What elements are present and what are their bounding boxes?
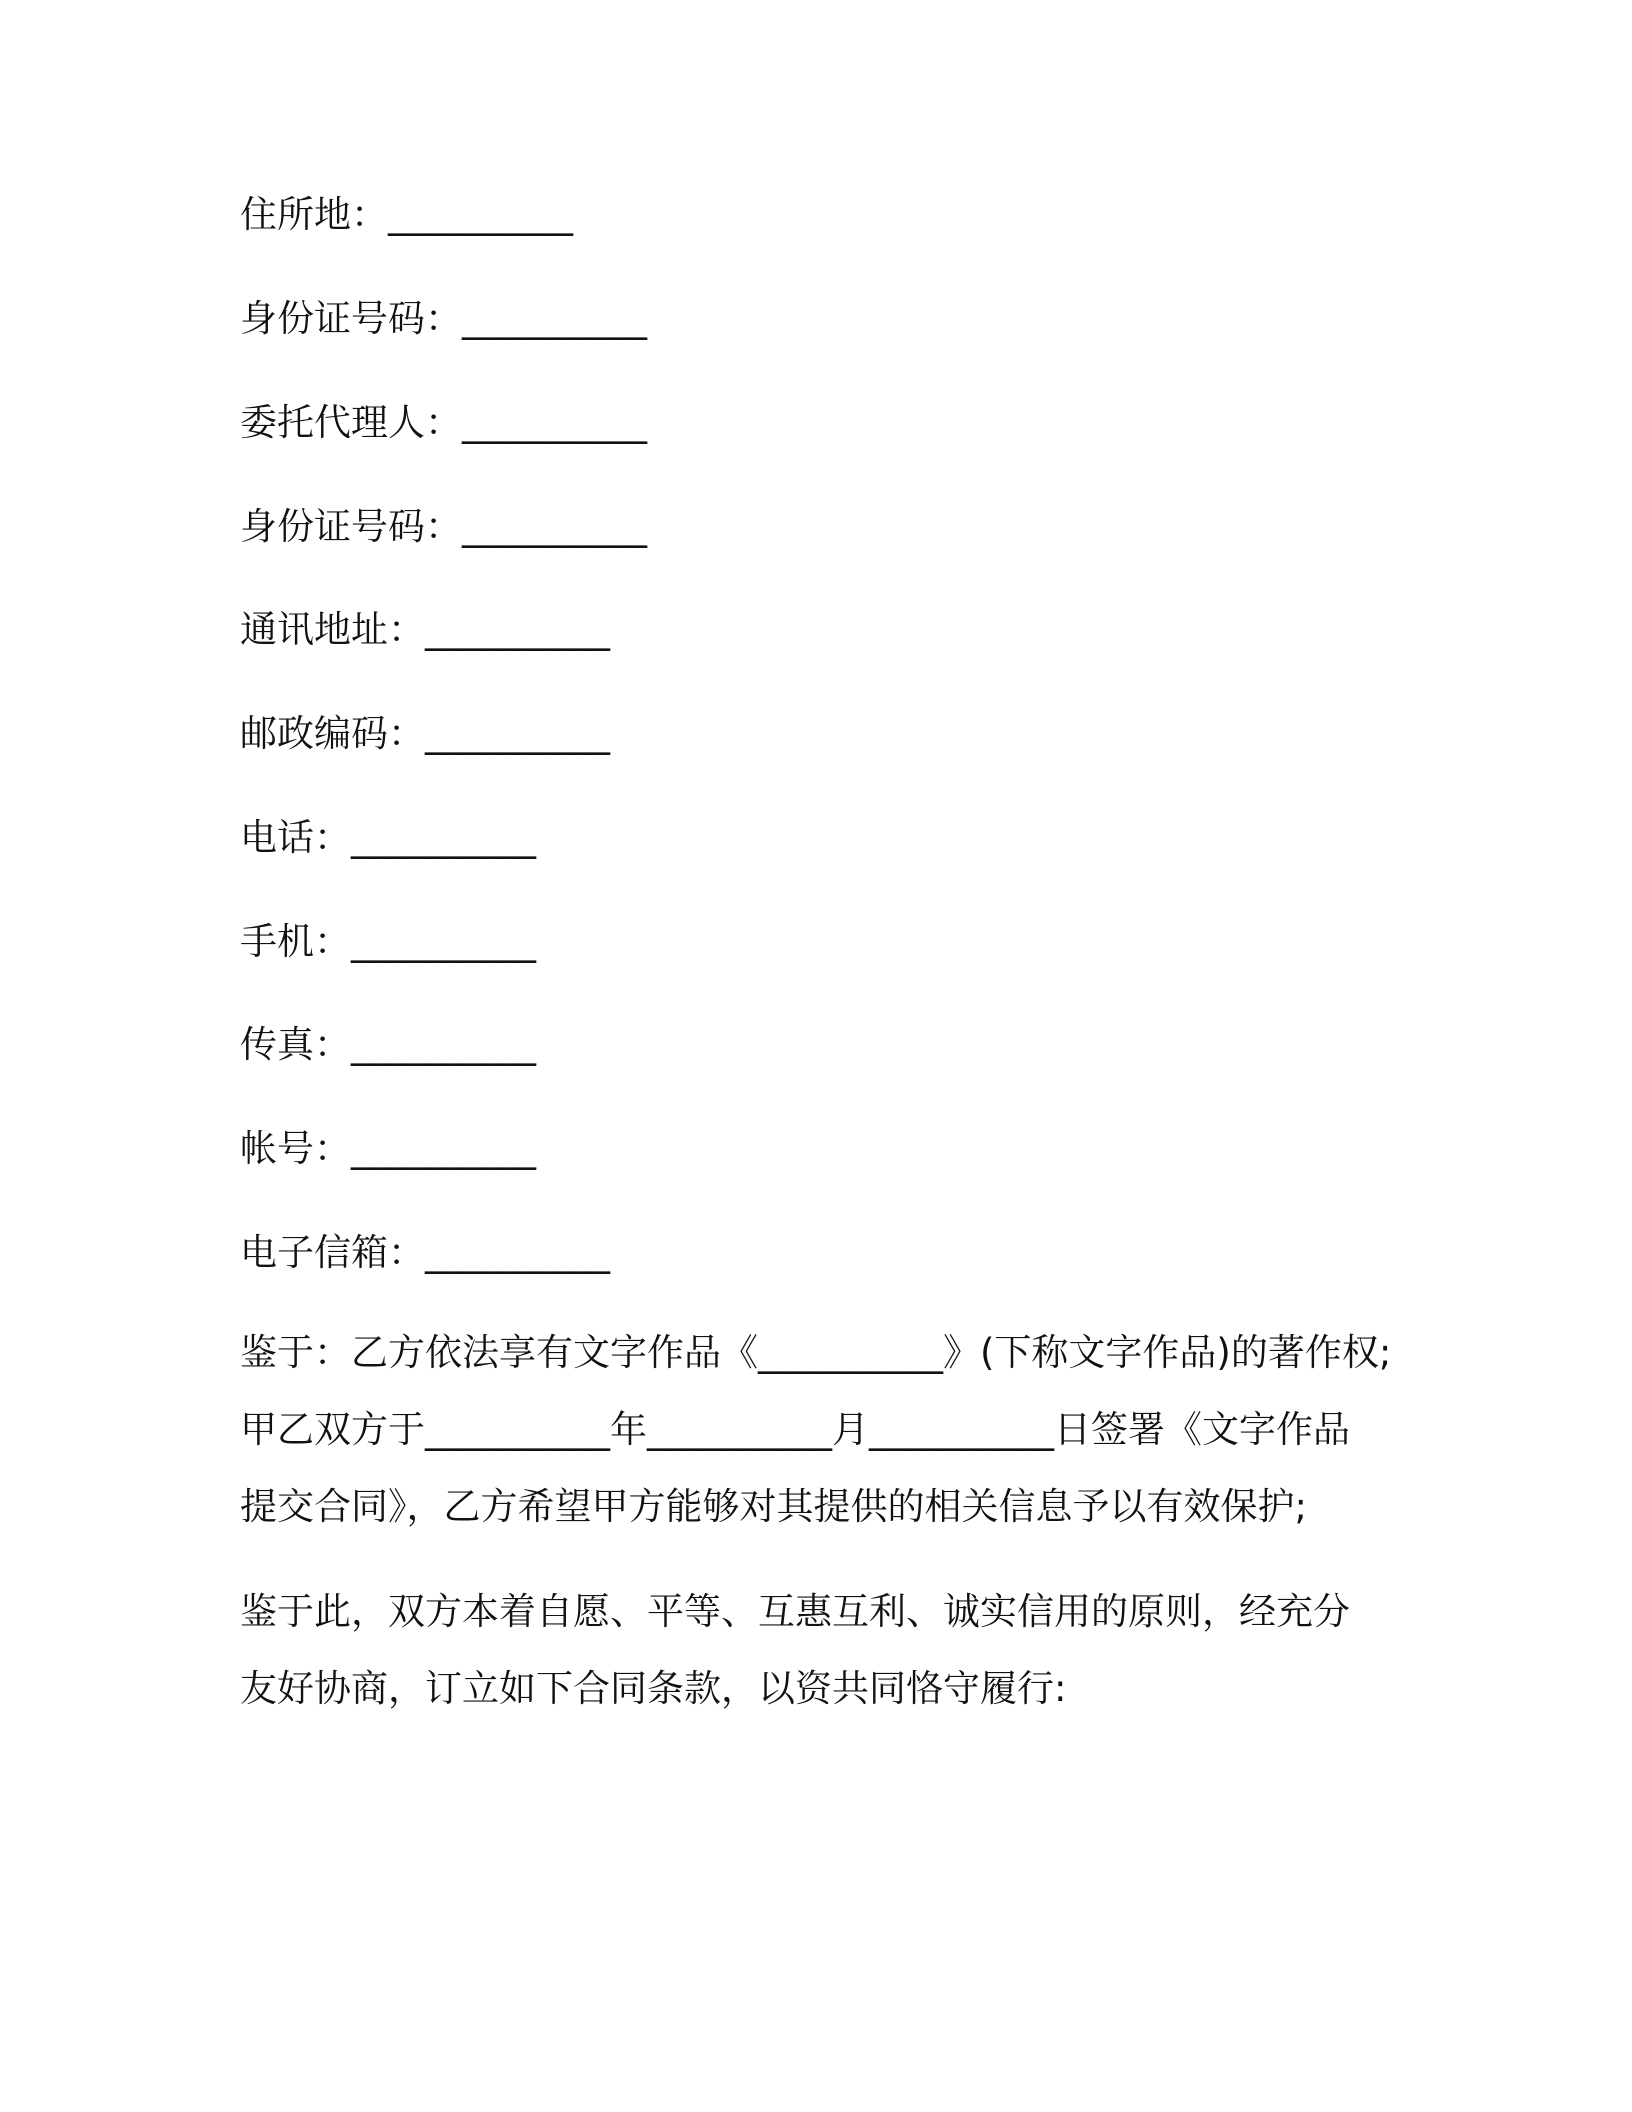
field-fax <box>240 1020 536 1070</box>
field-phone <box>240 813 536 863</box>
field-email <box>240 1228 610 1278</box>
field-label: 通讯地址： <box>240 608 425 651</box>
recital-line: 甲乙双方于__________年__________月__________日签署《文字作品 <box>240 1408 1350 1451</box>
field-label: 电话： <box>240 816 351 859</box>
field-agent <box>240 398 647 448</box>
field-blank: __________ <box>388 193 573 236</box>
field-mailing-address <box>240 605 610 655</box>
field-blank: __________ <box>462 297 647 340</box>
field-blank: __________ <box>425 1231 610 1274</box>
field-label: 传真： <box>240 1023 351 1066</box>
recital-line: 鉴于此，双方本着自愿、平等、互惠互利、诚实信用的原则，经充分 <box>240 1590 1350 1633</box>
field-label: 身份证号码： <box>240 297 462 340</box>
field-label: 住所地： <box>240 193 388 236</box>
field-blank: __________ <box>351 1023 536 1066</box>
field-blank: __________ <box>462 505 647 548</box>
field-mobile <box>240 917 536 967</box>
field-blank: __________ <box>351 920 536 963</box>
field-blank: __________ <box>351 816 536 859</box>
field-blank: __________ <box>351 1127 536 1170</box>
field-label: 委托代理人： <box>240 401 462 444</box>
field-postal-code <box>240 709 610 759</box>
field-label: 邮政编码： <box>240 712 425 755</box>
field-label: 手机： <box>240 920 351 963</box>
field-account <box>240 1124 536 1174</box>
field-blank: __________ <box>462 401 647 444</box>
field-label: 电子信箱： <box>240 1231 425 1274</box>
field-residence <box>240 190 573 240</box>
recital-line: 提交合同》，乙方希望甲方能够对其提供的相关信息予以有效保护; <box>240 1485 1307 1528</box>
field-blank: __________ <box>425 608 610 651</box>
field-label: 帐号： <box>240 1127 351 1170</box>
recital-line: 友好协商，订立如下合同条款，以资共同恪守履行: <box>240 1667 1067 1710</box>
field-id-number <box>240 294 647 344</box>
field-label: 身份证号码： <box>240 505 462 548</box>
field-agent-id-number <box>240 502 647 552</box>
field-blank: __________ <box>425 712 610 755</box>
recital-line: 鉴于：乙方依法享有文字作品《__________》(下称文字作品)的著作权; <box>240 1331 1392 1374</box>
